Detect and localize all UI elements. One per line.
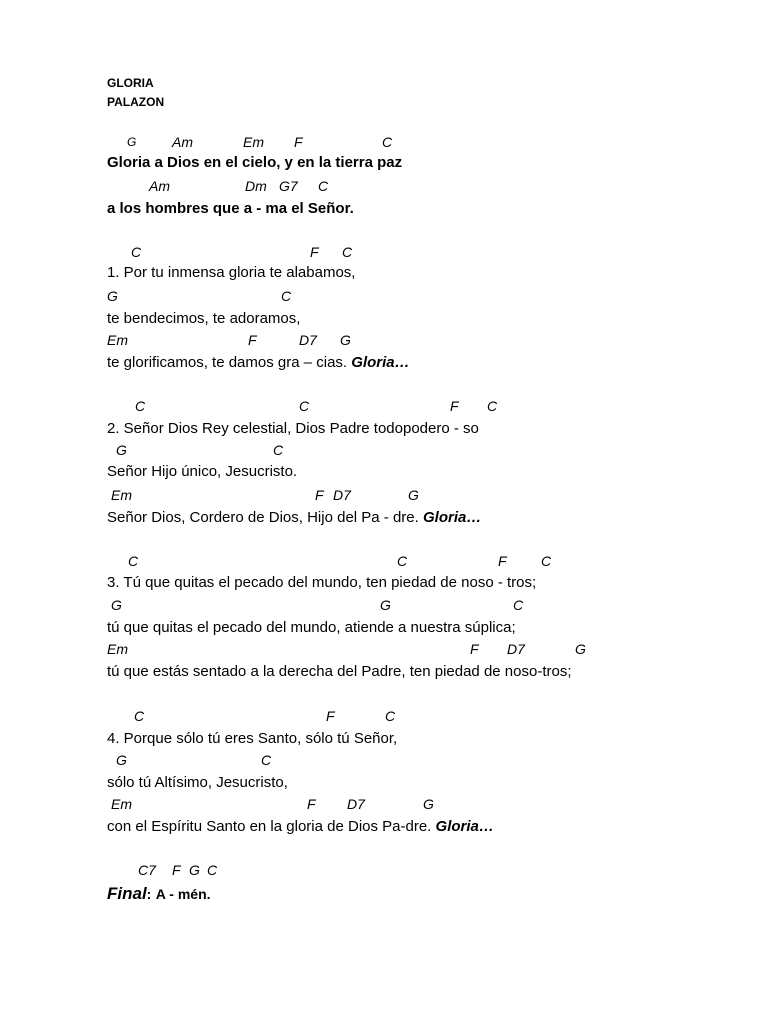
chord: G: [116, 752, 127, 768]
final-line: [107, 885, 211, 903]
chord: C: [385, 708, 396, 724]
chord: D7: [299, 332, 317, 348]
chord: Em: [107, 641, 128, 657]
chord: G: [111, 597, 122, 613]
lyric-line: sólo tú Altísimo, Jesucristo,: [107, 774, 288, 791]
lyric-line: Señor Dios, Cordero de Dios, Hijo del Pa - dre. Gloria…: [107, 509, 482, 526]
lyric-line: con el Espíritu Santo en la gloria de Dios Pa-dre. Gloria…: [107, 818, 494, 835]
chord: D7: [333, 487, 351, 503]
chord: F: [172, 862, 181, 878]
chord: C: [207, 862, 218, 878]
chord: C: [513, 597, 524, 613]
final-label: Final: [107, 884, 147, 903]
chord: Am: [172, 134, 193, 150]
chord: Em: [107, 332, 128, 348]
lyric-line: te bendecimos, te adoramos,: [107, 310, 301, 327]
lyric-line: 4. Porque sólo tú eres Santo, sólo tú Señor,: [107, 730, 398, 747]
gloria-refrain: Gloria…: [351, 354, 410, 371]
chord: G: [127, 135, 137, 149]
amen-text: A - mén.: [155, 886, 211, 902]
chord: G: [408, 487, 419, 503]
chord: Em: [243, 134, 264, 150]
chord: F: [498, 553, 507, 569]
chord: G: [107, 288, 118, 304]
lyric-line: a los hombres que a - ma el Señor.: [107, 200, 354, 217]
chord: C: [318, 178, 329, 194]
composer-name: PALAZON: [107, 95, 165, 109]
chord: C: [273, 442, 284, 458]
chord: F: [470, 641, 479, 657]
chord: Em: [111, 487, 132, 503]
chord: F: [450, 398, 459, 414]
chord: G: [575, 641, 586, 657]
final-colon: :: [146, 886, 152, 902]
chord: F: [326, 708, 335, 724]
chord: G: [189, 862, 200, 878]
chord: G: [340, 332, 351, 348]
lyric-line: 1. Por tu inmensa gloria te alabamos,: [107, 264, 356, 281]
chord: F: [248, 332, 257, 348]
chord: Em: [111, 796, 132, 812]
chord: G7: [279, 178, 298, 194]
chord: F: [310, 244, 319, 260]
chord: D7: [347, 796, 365, 812]
chord: Am: [149, 178, 170, 194]
chord: C: [281, 288, 292, 304]
song-title: GLORIA: [107, 76, 154, 90]
lyric-line: 3. Tú que quitas el pecado del mundo, ten piedad de noso - tros;: [107, 574, 537, 591]
chord: C: [487, 398, 498, 414]
lyric-line: 2. Señor Dios Rey celestial, Dios Padre todopodero - so: [107, 420, 479, 437]
chord: F: [307, 796, 316, 812]
chord: G: [380, 597, 391, 613]
lyric-line: Señor Hijo único, Jesucristo.: [107, 463, 298, 480]
lyric-line: tú que estás sentado a la derecha del Padre, ten piedad de noso-tros;: [107, 663, 572, 680]
chord: C: [342, 244, 353, 260]
chord: C: [299, 398, 310, 414]
lyric-line: Gloria a Dios en el cielo, y en la tierra paz: [107, 154, 403, 171]
chord: C: [541, 553, 552, 569]
chord: G: [423, 796, 434, 812]
chord: C: [382, 134, 393, 150]
gloria-refrain: Gloria…: [422, 509, 482, 526]
gloria-refrain: Gloria…: [435, 818, 494, 835]
chord: Dm: [245, 178, 267, 194]
chord: F: [294, 134, 303, 150]
chord: D7: [507, 641, 525, 657]
chord: C7: [138, 862, 156, 878]
lyric-line: tú que quitas el pecado del mundo, atiende a nuestra súplica;: [107, 619, 516, 636]
chord: C: [128, 553, 139, 569]
chord: C: [261, 752, 272, 768]
chord: C: [134, 708, 145, 724]
chord: C: [131, 244, 142, 260]
chord: F: [315, 487, 324, 503]
chord: G: [116, 442, 127, 458]
lyric-line: te glorificamos, te damos gra – cias. Gloria…: [107, 354, 410, 371]
chord: C: [135, 398, 146, 414]
chord: C: [397, 553, 408, 569]
